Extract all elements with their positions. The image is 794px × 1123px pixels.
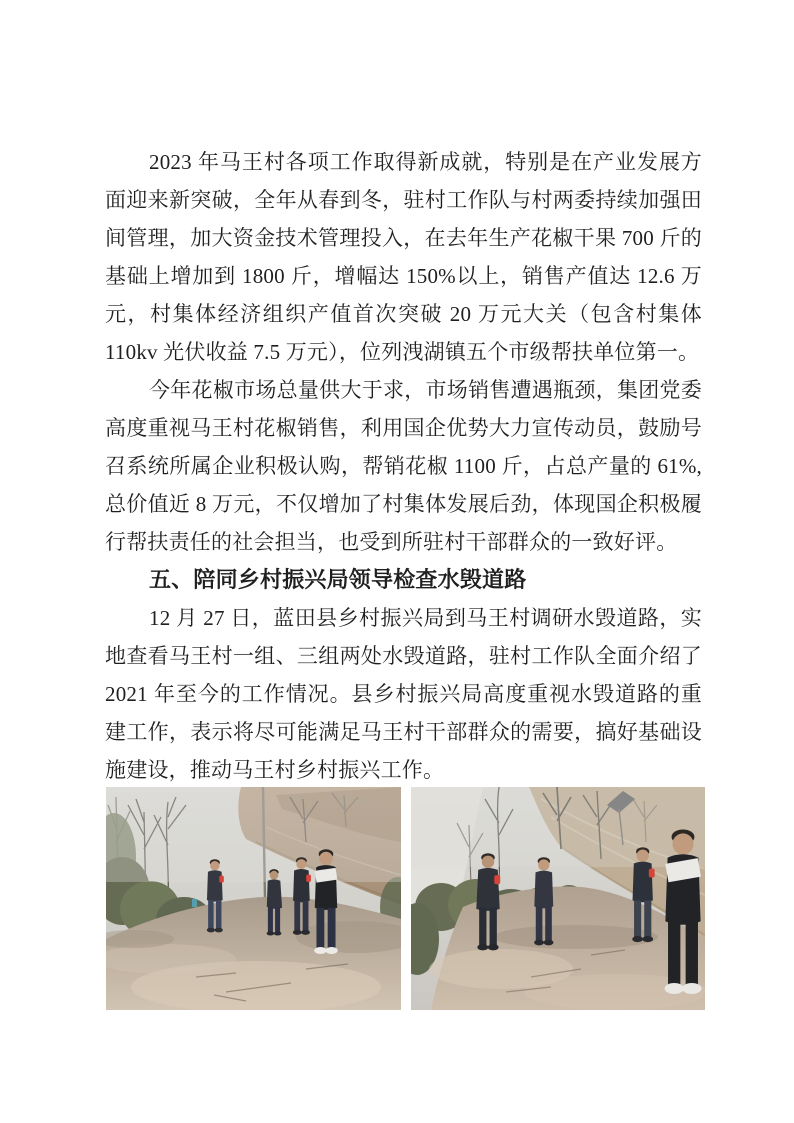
paragraph-line: 行帮扶责任的社会担当，也受到所驻村干部群众的一致好评。: [105, 530, 678, 554]
paragraph-line: 间管理，加大资金技术管理投入，在去年生产花椒干果 700 斤的: [105, 226, 702, 250]
document-text: [105, 143, 702, 789]
paragraph-line: 元，村集体经济组织产值首次突破 20 万元大关（包含村集体: [105, 302, 702, 326]
section-heading: 五、陪同乡村振兴局领导检查水毁道路: [149, 567, 527, 592]
haze: [411, 787, 705, 1010]
paragraph-line: 召系统所属企业积极认购，帮销花椒 1100 斤，占总产量的 61%,: [105, 454, 702, 478]
paragraph-line: 总价值近 8 万元，不仅增加了村集体发展后劲，体现国企积极履: [105, 492, 702, 516]
paragraph-line: 今年花椒市场总量供大于求，市场销售遭遇瓶颈，集团党委: [149, 378, 702, 402]
paragraph-line: 建工作，表示将尽可能满足马王村干部群众的需要，搞好基础设: [105, 720, 702, 744]
paragraph-line: 地查看马王村一组、三组两处水毁道路，驻村工作队全面介绍了: [105, 644, 702, 668]
paragraph-line: 施建设，推动马王村乡村振兴工作。: [105, 758, 445, 782]
paragraph-line: 2021 年至今的工作情况。县乡村振兴局高度重视水毁道路的重: [105, 682, 702, 706]
paragraph-line: 基础上增加到 1800 斤，增幅达 150%以上，销售产值达 12.6 万: [105, 264, 702, 288]
photo-left: [106, 787, 401, 1010]
paragraph-line: 12 月 27 日，蓝田县乡村振兴局到马王村调研水毁道路，实: [149, 606, 702, 630]
paragraph-line: 110kv 光伏收益 7.5 万元），位列洩湖镇五个市级帮扶单位第一。: [105, 340, 700, 364]
paragraph-line: 高度重视马王村花椒销售，利用国企优势大力宣传动员，鼓励号: [105, 416, 702, 440]
paragraph-line: 2023 年马王村各项工作取得新成就，特别是在产业发展方: [149, 150, 702, 174]
paragraph-line: 面迎来新突破，全年从春到冬，驻村工作队与村两委持续加强田: [105, 188, 702, 212]
haze: [106, 787, 401, 1010]
photo-right: [411, 787, 705, 1010]
